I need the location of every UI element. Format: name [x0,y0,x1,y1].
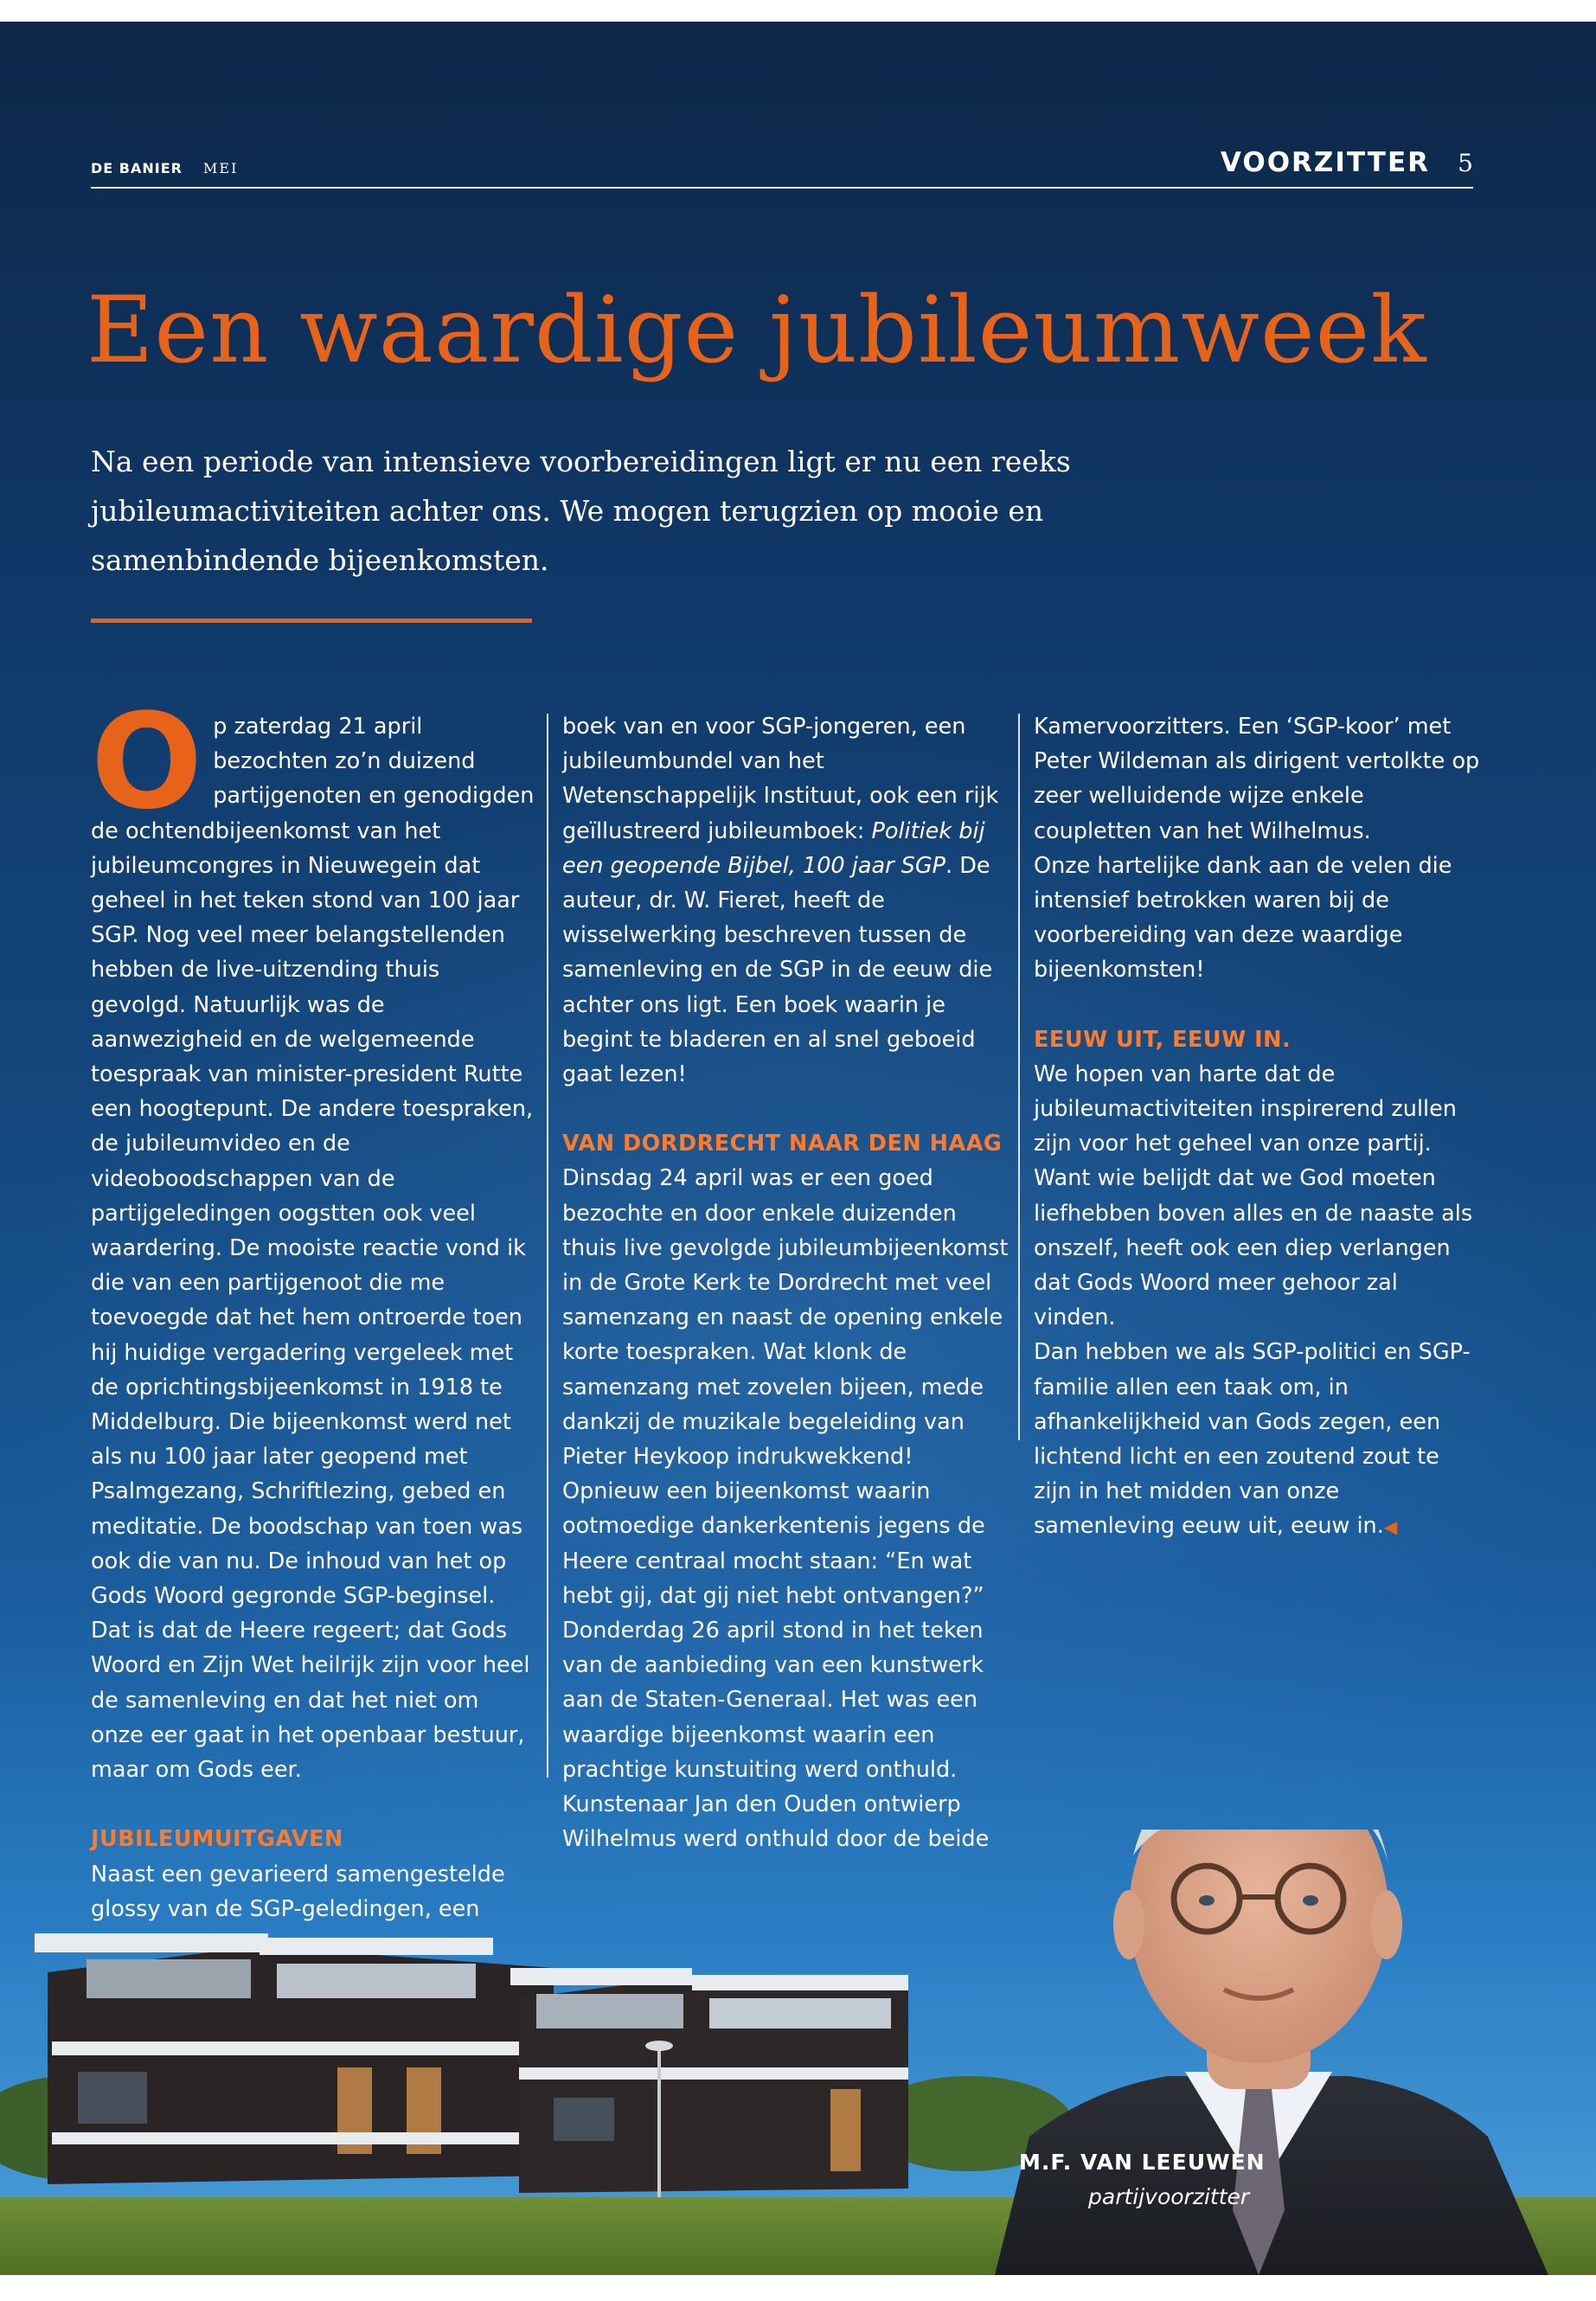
article-title: Een waardige jubileumweek [87,277,1427,383]
subheading: EEUW UIT, EEUW IN. [1034,1026,1292,1053]
running-header [91,160,238,176]
article-photo [0,1830,1596,2275]
page-number: 5 [1458,149,1475,177]
caption-name: M.F. VAN LEEUWEN [1019,2150,1266,2175]
column-divider [1018,714,1020,1440]
header-divider [91,187,1473,189]
section-name: VOORZITTER [1220,147,1430,178]
issue-month: MEI [203,160,239,176]
subheading: VAN DORDRECHT NAAR DEN HAAG [562,1131,1003,1157]
paragraph-text: p zaterdag 21 april bezochten zo’n duizend partijgenoten en genodigden de ochtendbijeenkomst van het jubileumcongres in Nieuwegein dat geheel in het teken stond van 100 jaar SGP. Nog veel meer belangstellenden hebben de live-uitzending thuis gevolgd. Natuurlijk was de aanwezigheid en de welgemeende toespraak van minister-president Rutte een hoogtepunt. De andere toespraken, de jubileumvideo en de videoboodschappen van de partijgeledingen oogstten ook veel waardering. De mooiste reactie vond ik die van een partijgenoot die me toevoegde dat het hem ontroerde toen hij huidige vergadering vergeleek met de oprichtingsbijeenkomst in 1918 te Middelburg. Die bijeenkomst werd net als nu 100 jaar later geopend met Psalmgezang, Schriftlezing, gebed en meditatie. De boodschap van toen was ook die van nu. De inhoud van het op Gods Woord gegronde SGP-beginsel. Dat is dat de Heere regeert; dat Gods Woord en Zijn Wet heilrijk zijn voor heel de samenleving en dat het niet om onze eer gaat in het openbaar bestuur, maar om Gods eer. [91,714,535,1784]
end-mark-icon: ◀ [1383,1516,1398,1538]
paragraph: Onze hartelijke dank aan de velen die intensief betrokken waren bij de voorbereiding van deze waardige bijeenkomsten! [1034,852,1452,984]
paragraph: Donderdag 26 april stond in het teken van de aanbieding van een kunstwerk aan de Staten-Generaal. Het was een waardige bijeenkomst waarin een prachtige kunstuiting werd onthuld. Kunstenaar Jan den Ouden ontwierp Wilhelmus werd onthuld door de beide [562,1618,990,1853]
paragraph [1034,1335,1484,1544]
column-divider [547,714,548,1778]
paragraph: We hopen van harte dat de jubileumactiviteiten inspirerend zullen zijn voor het geheel van onze partij. Want wie belijdt dat we God moeten liefhebben boven alles en de naaste als onszelf, heeft ook een diep verlangen dat Gods Woord meer gehoor zal vinden. [1034,1061,1473,1331]
building-left [35,1933,562,2184]
text-column-2 [562,709,1016,1857]
caption-role: partijvoorzitter [1088,2184,1250,2209]
paragraph: Naast een gevarieerd samengestelde glossy van de SGP-geledingen, een [91,1861,505,1922]
portrait-man [995,1830,1548,2275]
lead-divider [91,619,532,623]
magazine-page [0,22,1596,2275]
paragraph: Kamervoorzitters. Een ‘SGP-koor’ met Peter Wildeman als dirigent vertolkte op zeer welluidende wijze enkele coupletten van het Wilhelmus. [1034,714,1480,844]
building-right [510,1968,908,2193]
paragraph-text: . De auteur, dr. W. Fieret, heeft de wisselwerking beschreven tussen de samenleving en de SGP in de eeuw die achter ons ligt. Een boek waarin je begint te bladeren en al snel geboeid gaat lezen! [562,852,993,1088]
magazine-name: DE BANIER [91,160,183,176]
text-column-1 [91,685,536,1961]
paragraph [91,685,536,1787]
text-column-3 [1034,709,1484,1545]
lamp-head [645,2041,673,2051]
subheading: JUBILEUMUITGAVEN [91,1826,343,1853]
paragraph [562,709,1016,1092]
paragraph-text: Dan hebben we als SGP-politici en SGP-familie allen een taak om, in afhankelijkheid van Gods zegen, een lichtend licht en een zoutend zout te zijn in het midden van onze samenleving eeuw uit, eeuw in. [1034,1339,1471,1540]
article-lead: Na een periode van intensieve voorbereidingen ligt er nu een reeks jubileumactiviteiten achter ons. We mogen terugzien op mooie en samenbindende bijeenkomsten. [91,445,1071,577]
paragraph: Dinsdag 24 april was er een goed bezochte en door enkele duizenden thuis live gevolgde jubileumbijeenkomst in de Grote Kerk te Dordrecht met veel samenzang en naast de opening enkele korte toespraken. Wat klonk de samenzang met zovelen bijeen, mede dankzij de muzikale begeleiding van Pieter Heykoop indrukwekkend! Opnieuw een bijeenkomst waarin ootmoedige dankerkentenis jegens de Heere centraal mocht staan: “En wat hebt gij, dat gij niet hebt ontvangen?” [562,1165,1009,1609]
lamp-post [657,2046,661,2202]
paragraph-text: boek van en voor SGP-jongeren, een jubileumbundel van het Wetenschappelijk Instituut, ook een rijk geïllustreerd jubileumboek: [562,714,999,844]
book-title: Politiek bij een geopende Bijbel, 100 jaar SGP [562,817,985,879]
drop-cap: O [91,685,203,838]
